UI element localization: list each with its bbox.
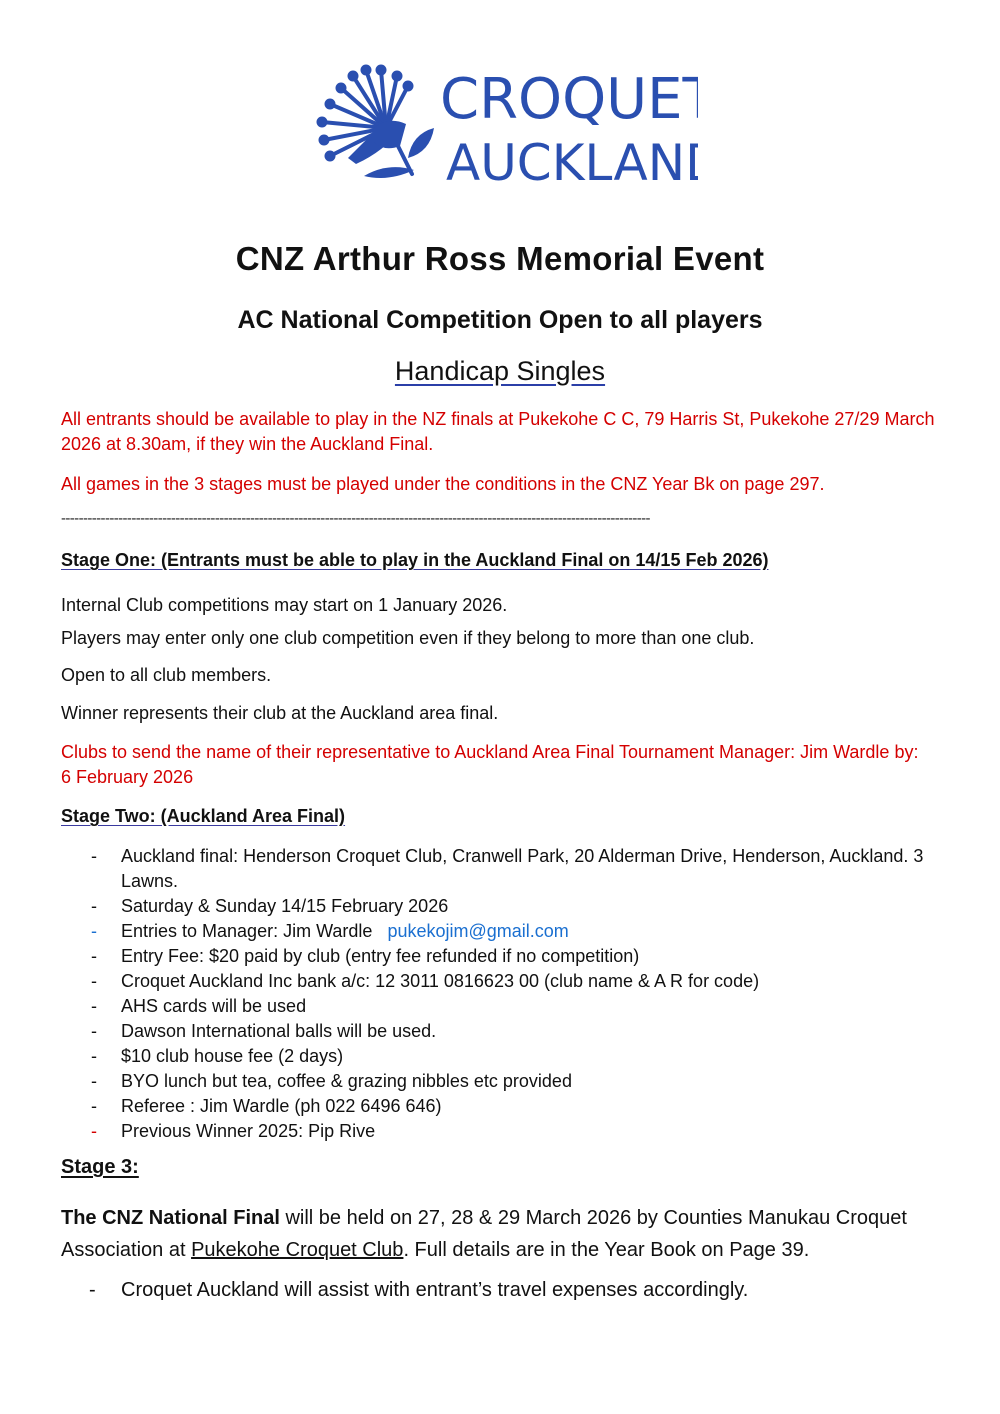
list-item: - Saturday & Sunday 14/15 February 2026: [61, 894, 941, 919]
pohutukawa-flower-icon: [308, 58, 698, 188]
croquet-auckland-logo: [308, 58, 698, 188]
bullet-dash: -: [91, 846, 97, 866]
page-subtitle: AC National Competition Open to all players: [237, 306, 763, 334]
conditions-notice: All games in the 3 stages must be played under the conditions in the CNZ Year Bk on page 297.: [61, 474, 825, 494]
email-link[interactable]: pukekojim@gmail.com: [387, 921, 569, 941]
list-item: - Referee : Jim Wardle (ph 022 6496 646): [61, 1094, 941, 1119]
bullet-dash: -: [91, 1071, 97, 1091]
bullet-dash: -: [91, 971, 97, 991]
bullet-dash: -: [91, 921, 97, 941]
list-item: - Croquet Auckland Inc bank a/c: 12 3011 0816623 00 (club name & A R for code): [61, 969, 941, 994]
list-item: - Entry Fee: $20 paid by club (entry fee refunded if no competition): [61, 944, 941, 969]
stage-three-paragraph: The CNZ National Final will be held on 27, 28 & 29 March 2026 by Counties Manukau Croquet Association at Pukekohe Croquet Club. Full details are in the Year Book on Page 39.: [61, 1207, 907, 1261]
list-item: - Previous Winner 2025: Pip Rive: [61, 1119, 941, 1144]
bullet-dash: -: [91, 1046, 97, 1066]
bullet-dash: -: [91, 1121, 97, 1141]
list-item: - BYO lunch but tea, coffee & grazing nibbles etc provided: [61, 1069, 941, 1094]
logo-text-auckland: AUCKLAND: [446, 134, 698, 188]
bullet-dash: -: [91, 996, 97, 1016]
bullet-dash: -: [91, 946, 97, 966]
stage-two-heading: Stage Two: (Auckland Area Final): [61, 806, 346, 826]
list-item: - Dawson International balls will be used.: [61, 1019, 941, 1044]
page-title: CNZ Arthur Ross Memorial Event: [235, 240, 765, 277]
stage-two-list: [61, 844, 941, 1144]
logo-text-croquet: CROQUET: [440, 67, 698, 132]
national-final-label: The CNZ National Final: [61, 1207, 280, 1229]
stage-one-notice: Clubs to send the name of their representative to Auckland Area Final Tournament Manager: Jim Wardle by: 6 February 2026: [61, 742, 919, 787]
divider: --------------------------------------------------------------------------------------------------------------------------------------: [61, 510, 650, 527]
event-type-heading: [0, 356, 1000, 387]
bullet-dash: -: [91, 1096, 97, 1116]
list-item: - AHS cards will be used: [61, 994, 941, 1019]
event-type: Handicap Singles: [394, 356, 606, 386]
list-item: - Entries to Manager: Jim Wardle pukekojim@gmail.com: [61, 919, 941, 944]
club-link[interactable]: Pukekohe Croquet Club: [191, 1239, 404, 1261]
stage-one-paragraph: Internal Club competitions may start on 1 January 2026.: [61, 595, 508, 615]
stage-one-paragraph: Open to all club members.: [61, 665, 272, 685]
availability-notice: All entrants should be available to play in the NZ finals at Pukekohe C C, 79 Harris St, Pukekohe 27/29 March 2026 at 8.30am, if they win the Auckland Final.: [61, 409, 935, 454]
stage-one-paragraph: Players may enter only one club competition even if they belong to more than one club.: [61, 628, 755, 648]
bullet-dash: -: [91, 1021, 97, 1041]
list-item: - Auckland final: Henderson Croquet Club, Cranwell Park, 20 Alderman Drive, Henderson, Auckland. 3 Lawns.: [91, 846, 924, 891]
stage-three-heading: Stage 3:: [61, 1156, 139, 1178]
bullet-dash: -: [89, 1279, 96, 1301]
stage-one-heading: Stage One: (Entrants must be able to play in the Auckland Final on 14/15 Feb 2026): [61, 550, 769, 570]
stage-one-paragraph: Winner represents their club at the Auckland area final.: [61, 703, 499, 723]
bullet-dash: -: [91, 896, 97, 916]
list-item: - $10 club house fee (2 days): [61, 1044, 941, 1069]
